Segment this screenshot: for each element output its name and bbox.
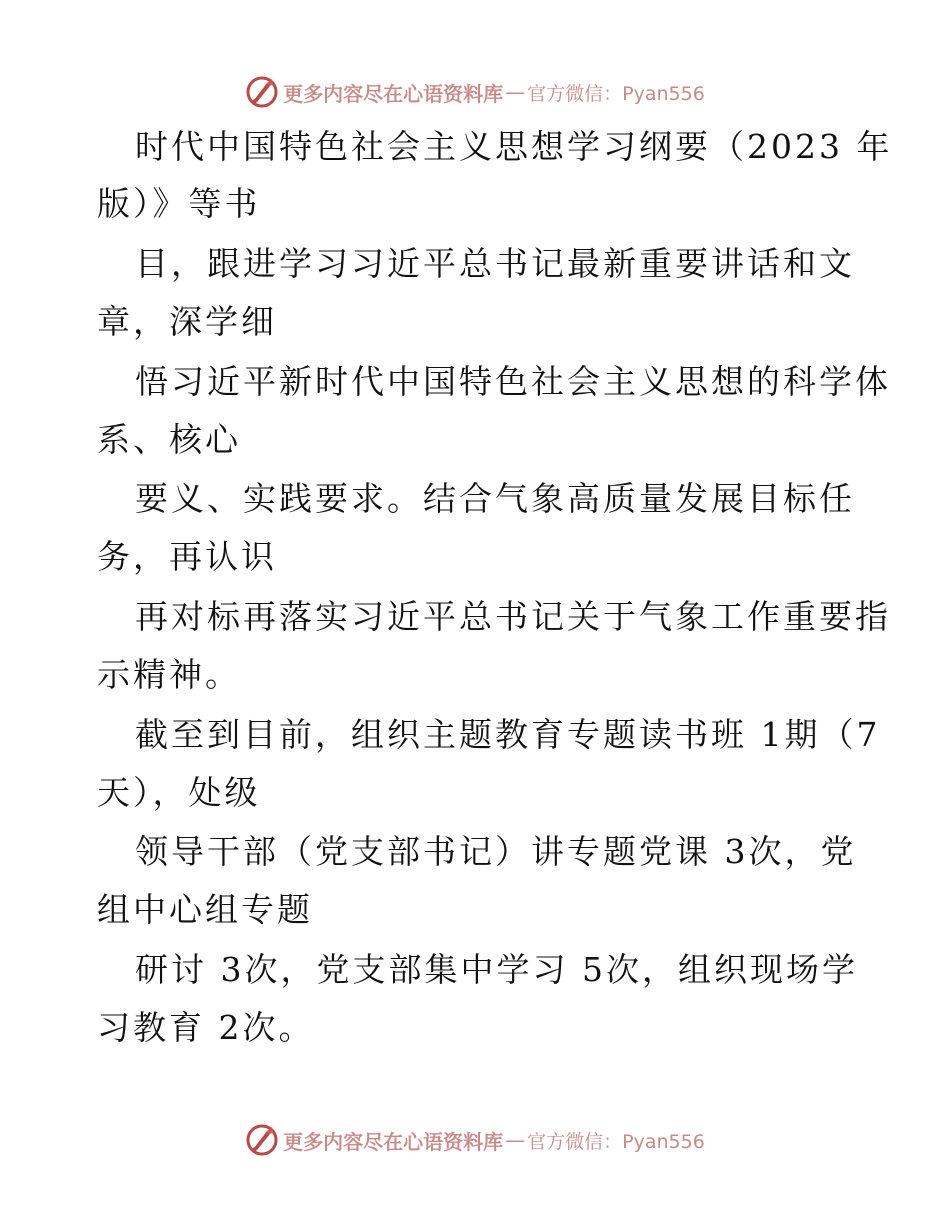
body-line: 示精神。	[97, 655, 241, 694]
body-line: 要义、实践要求。结合气象高质量发展目标任	[135, 479, 855, 518]
watermark-dash: —	[505, 80, 526, 104]
body-line: 领导干部（党支部书记）讲专题党课 3次，党	[135, 832, 857, 871]
body-line: 章，深学细	[97, 302, 277, 341]
watermark-wechat: 官方微信：Pyan556	[527, 82, 705, 105]
body-line: 时代中国特色社会主义思想学习纲要（2023 年	[135, 127, 893, 166]
quill-logo-icon	[245, 1123, 279, 1157]
body-line: 组中心组专题	[97, 890, 313, 929]
body-line: 习教育 2次。	[97, 1008, 315, 1047]
quill-logo-icon	[245, 75, 279, 109]
footer-watermark	[0, 1120, 950, 1160]
body-line: 务，再认识	[97, 537, 277, 576]
watermark-text: 更多内容尽在心语资料库	[283, 1129, 504, 1154]
body-line: 研讨 3次，党支部集中学习 5次，组织现场学	[135, 950, 858, 989]
body-line: 再对标再落实习近平总书记关于气象工作重要指	[135, 597, 891, 636]
header-watermark	[0, 72, 950, 112]
body-line: 目，跟进学习习近平总书记最新重要讲话和文	[135, 244, 855, 283]
body-line: 悟习近平新时代中国特色社会主义思想的科学体	[135, 362, 891, 401]
watermark-text: 更多内容尽在心语资料库	[283, 81, 504, 106]
watermark-wechat: 官方微信：Pyan556	[527, 1130, 705, 1153]
body-line: 系、核心	[97, 420, 241, 459]
body-line: 版）》等书	[97, 184, 261, 223]
body-line: 天），处级	[97, 773, 261, 812]
watermark-dash: —	[505, 1128, 526, 1152]
body-line: 截至到目前，组织主题教育专题读书班 1期（7	[135, 715, 881, 754]
